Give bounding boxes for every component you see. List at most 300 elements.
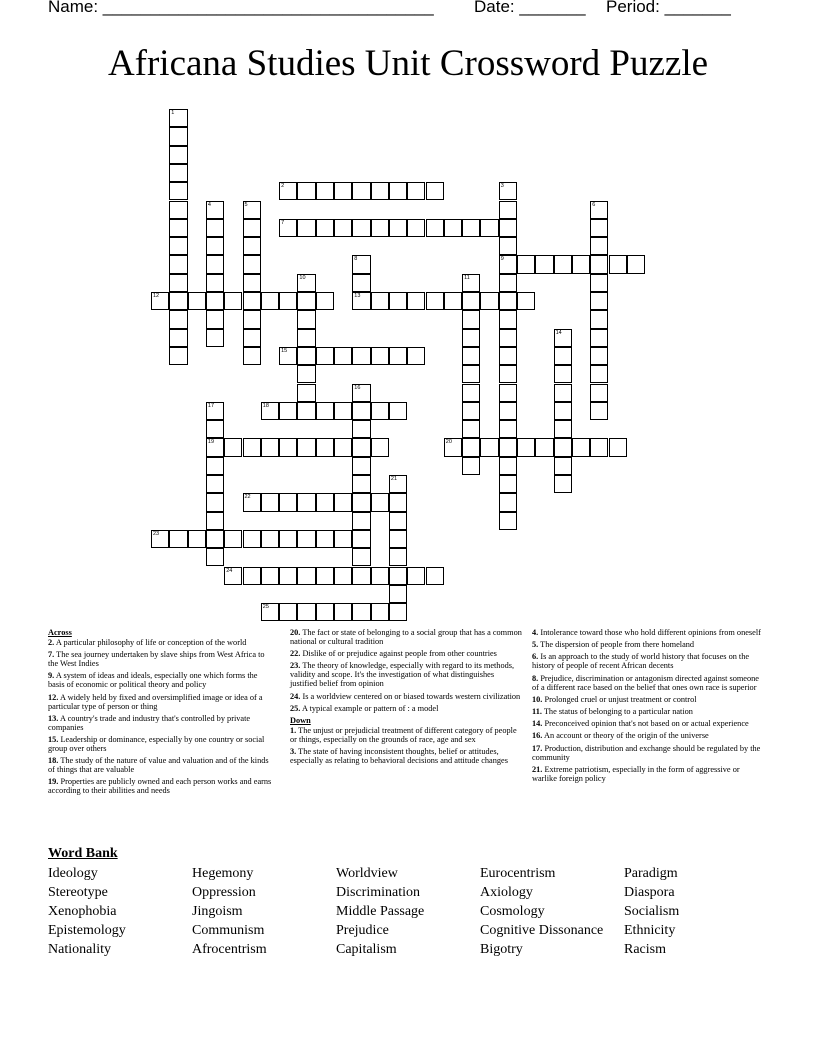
- crossword-cell[interactable]: [352, 182, 370, 200]
- crossword-cell[interactable]: [499, 512, 517, 530]
- crossword-cell[interactable]: [169, 292, 187, 310]
- crossword-cell[interactable]: [426, 567, 444, 585]
- crossword-cell[interactable]: [297, 274, 315, 292]
- crossword-cell[interactable]: [297, 365, 315, 383]
- crossword-cell[interactable]: [261, 292, 279, 310]
- clue-number: 16.: [532, 731, 543, 741]
- clue-text: The study of the nature of value and valuation and of the kinds of things that are valuable: [48, 756, 269, 775]
- crossword-cell[interactable]: [243, 219, 261, 237]
- crossword-cell[interactable]: [426, 182, 444, 200]
- crossword-cell[interactable]: [169, 201, 187, 219]
- crossword-cell[interactable]: [480, 292, 498, 310]
- crossword-cell[interactable]: [297, 347, 315, 365]
- crossword-cell[interactable]: [316, 603, 334, 621]
- crossword-cell[interactable]: [499, 493, 517, 511]
- crossword-cell[interactable]: [462, 292, 480, 310]
- crossword-cell[interactable]: [480, 219, 498, 237]
- across-clue: [48, 777, 276, 795]
- down-clue: [532, 652, 766, 670]
- across-clue: [290, 628, 522, 646]
- crossword-cell[interactable]: [371, 292, 389, 310]
- crossword-cell[interactable]: [352, 457, 370, 475]
- crossword-cell[interactable]: [352, 603, 370, 621]
- word-bank-word: Nationality: [48, 942, 111, 957]
- crossword-cell[interactable]: [224, 567, 242, 585]
- cell-number: 21: [390, 476, 398, 482]
- crossword-cell[interactable]: [389, 493, 407, 511]
- crossword-cell[interactable]: [279, 292, 297, 310]
- clue-number: 11.: [532, 706, 542, 716]
- crossword-cell[interactable]: [389, 402, 407, 420]
- crossword-cell[interactable]: [352, 548, 370, 566]
- crossword-cell[interactable]: [554, 329, 572, 347]
- crossword-cell[interactable]: [352, 402, 370, 420]
- crossword-cell[interactable]: [243, 310, 261, 328]
- crossword-cell[interactable]: [499, 457, 517, 475]
- word-bank-word: Ethnicity: [624, 923, 676, 938]
- crossword-cell[interactable]: [334, 182, 352, 200]
- crossword-cell[interactable]: [316, 292, 334, 310]
- crossword-cell[interactable]: [261, 567, 279, 585]
- crossword-cell[interactable]: [554, 438, 572, 456]
- crossword-cell[interactable]: [243, 329, 261, 347]
- word-bank-word: Middle Passage: [336, 904, 425, 919]
- crossword-cell[interactable]: [243, 201, 261, 219]
- cell-number: 18: [262, 402, 269, 409]
- crossword-cell[interactable]: [426, 219, 444, 237]
- crossword-cell[interactable]: [279, 438, 297, 456]
- crossword-cell[interactable]: [151, 292, 169, 310]
- down-clue: [532, 744, 766, 762]
- crossword-cell[interactable]: [371, 603, 389, 621]
- across-clue: [290, 692, 522, 701]
- crossword-cell[interactable]: [169, 310, 187, 328]
- clue-number: 5.: [532, 640, 539, 650]
- crossword-cell[interactable]: [316, 347, 334, 365]
- word-bank-word: Eurocentrism: [480, 866, 556, 881]
- crossword-cell[interactable]: [499, 475, 517, 493]
- crossword-cell[interactable]: [499, 219, 517, 237]
- crossword-cell[interactable]: [499, 420, 517, 438]
- crossword-cell[interactable]: [352, 512, 370, 530]
- crossword-cell[interactable]: [206, 548, 224, 566]
- crossword-cell[interactable]: [334, 219, 352, 237]
- crossword-cell[interactable]: [554, 365, 572, 383]
- crossword-cell[interactable]: [572, 255, 590, 273]
- crossword-cell[interactable]: [316, 438, 334, 456]
- crossword-cell[interactable]: [169, 274, 187, 292]
- clues-column-3: [532, 628, 766, 786]
- crossword-cell[interactable]: [499, 365, 517, 383]
- crossword-cell[interactable]: [188, 530, 206, 548]
- crossword-cell[interactable]: [206, 292, 224, 310]
- crossword-cell[interactable]: [554, 457, 572, 475]
- clue-number: 9.: [48, 671, 55, 681]
- crossword-cell[interactable]: [279, 347, 297, 365]
- clue-number: 22.: [290, 649, 301, 659]
- across-clue: [290, 649, 522, 658]
- cell-number: 13: [354, 293, 361, 299]
- crossword-cell[interactable]: [371, 402, 389, 420]
- cell-number: 12: [153, 293, 160, 299]
- crossword-cell[interactable]: [334, 402, 352, 420]
- word-bank-word: Paradigm: [624, 866, 678, 881]
- crossword-cell[interactable]: [462, 402, 480, 420]
- crossword-cell[interactable]: [590, 347, 608, 365]
- crossword-cell[interactable]: [389, 347, 407, 365]
- crossword-cell[interactable]: [243, 347, 261, 365]
- crossword-cell[interactable]: [590, 365, 608, 383]
- crossword-cell[interactable]: [590, 402, 608, 420]
- crossword-cell[interactable]: [499, 255, 517, 273]
- crossword-cell[interactable]: [224, 530, 242, 548]
- crossword-cell[interactable]: [316, 219, 334, 237]
- crossword-cell[interactable]: [243, 438, 261, 456]
- crossword-cell[interactable]: [535, 255, 553, 273]
- crossword-cell[interactable]: [279, 402, 297, 420]
- crossword-cell[interactable]: [352, 384, 370, 402]
- word-bank-word: Ideology: [48, 866, 98, 881]
- crossword-cell[interactable]: [261, 438, 279, 456]
- across-clue: [48, 756, 276, 774]
- cell-number: 3: [500, 183, 504, 190]
- crossword-cell[interactable]: [243, 274, 261, 292]
- crossword-cell[interactable]: [243, 530, 261, 548]
- crossword-cell[interactable]: [499, 384, 517, 402]
- crossword-cell[interactable]: [352, 530, 370, 548]
- clue-number: 2.: [48, 638, 55, 647]
- crossword-cell[interactable]: [352, 493, 370, 511]
- crossword-cell[interactable]: [206, 512, 224, 530]
- crossword-cell[interactable]: [609, 438, 627, 456]
- crossword-cell[interactable]: [499, 237, 517, 255]
- crossword-cell[interactable]: [554, 402, 572, 420]
- clue-number: 25.: [290, 703, 301, 713]
- crossword-cell[interactable]: [169, 219, 187, 237]
- crossword-cell[interactable]: [499, 347, 517, 365]
- crossword-cell[interactable]: [151, 530, 169, 548]
- crossword-cell[interactable]: [407, 292, 425, 310]
- clue-text: The theory of knowledge, especially with regard to its methods, validity and scope. It's the investigation of what distinguishes justified belief from opinion: [290, 661, 515, 689]
- crossword-cell[interactable]: [279, 493, 297, 511]
- crossword-cell[interactable]: [316, 530, 334, 548]
- page-title: Africana Studies Unit Crossword Puzzle: [107, 43, 709, 84]
- crossword-cell[interactable]: [169, 329, 187, 347]
- crossword-cell[interactable]: [206, 237, 224, 255]
- crossword-cell[interactable]: [462, 365, 480, 383]
- crossword-cell[interactable]: [462, 347, 480, 365]
- crossword-cell[interactable]: [627, 255, 645, 273]
- crossword-cell[interactable]: [169, 109, 187, 127]
- crossword-cell[interactable]: [499, 402, 517, 420]
- down-clue: [290, 747, 522, 765]
- cell-number: 5: [244, 201, 248, 208]
- crossword-cell[interactable]: [261, 603, 279, 621]
- crossword-cell[interactable]: [224, 438, 242, 456]
- crossword-cell[interactable]: [243, 237, 261, 255]
- crossword-cell[interactable]: [297, 402, 315, 420]
- crossword-cell[interactable]: [316, 567, 334, 585]
- crossword-cell[interactable]: [499, 274, 517, 292]
- word-bank-word: Epistemology: [48, 923, 126, 938]
- crossword-cell[interactable]: [261, 493, 279, 511]
- crossword-cell[interactable]: [462, 420, 480, 438]
- crossword-cell[interactable]: [444, 438, 462, 456]
- crossword-cell[interactable]: [206, 438, 224, 456]
- crossword-cell[interactable]: [261, 402, 279, 420]
- crossword-cell[interactable]: [480, 438, 498, 456]
- crossword-cell[interactable]: [334, 603, 352, 621]
- crossword-cell[interactable]: [206, 255, 224, 273]
- crossword-cell[interactable]: [352, 255, 370, 273]
- across-clue: [48, 693, 276, 711]
- crossword-cell[interactable]: [297, 530, 315, 548]
- crossword-cell[interactable]: [334, 347, 352, 365]
- crossword-cell[interactable]: [554, 255, 572, 273]
- word-bank-title: Word Bank: [48, 846, 118, 861]
- crossword-cell[interactable]: [590, 219, 608, 237]
- crossword-cell[interactable]: [352, 292, 370, 310]
- clue-text: Prolonged cruel or unjust treatment or control: [544, 694, 697, 704]
- crossword-cell[interactable]: [206, 310, 224, 328]
- crossword-cell[interactable]: [590, 310, 608, 328]
- crossword-cell[interactable]: [572, 438, 590, 456]
- crossword-cell[interactable]: [316, 402, 334, 420]
- crossword-cell[interactable]: [297, 292, 315, 310]
- clues-column-2: [290, 628, 522, 768]
- across-clue: [290, 661, 522, 688]
- crossword-cell[interactable]: [426, 292, 444, 310]
- crossword-cell[interactable]: [590, 255, 608, 273]
- crossword-cell[interactable]: [243, 493, 261, 511]
- crossword-cell[interactable]: [188, 292, 206, 310]
- crossword-cell[interactable]: [224, 292, 242, 310]
- crossword-cell[interactable]: [334, 567, 352, 585]
- crossword-cell[interactable]: [590, 438, 608, 456]
- word-bank-word: Oppression: [192, 885, 256, 900]
- crossword-cell[interactable]: [243, 292, 261, 310]
- crossword-cell[interactable]: [389, 292, 407, 310]
- clue-text: A typical example or pattern of : a model: [302, 703, 439, 713]
- crossword-cell[interactable]: [169, 530, 187, 548]
- crossword-cell[interactable]: [206, 493, 224, 511]
- cell-number: 20: [445, 439, 452, 446]
- cell-number: 9: [500, 256, 504, 263]
- crossword-cell[interactable]: [371, 567, 389, 585]
- crossword-cell[interactable]: [389, 585, 407, 603]
- crossword-cell[interactable]: [334, 438, 352, 456]
- cell-number: 4: [207, 201, 211, 208]
- word-bank-word: Axiology: [480, 885, 533, 900]
- word-bank-word: Cognitive Dissonance: [480, 923, 604, 938]
- crossword-cell[interactable]: [389, 182, 407, 200]
- crossword-cell[interactable]: [535, 438, 553, 456]
- crossword-cell[interactable]: [169, 146, 187, 164]
- crossword-cell[interactable]: [352, 219, 370, 237]
- crossword-cell[interactable]: [462, 219, 480, 237]
- crossword-cell[interactable]: [206, 457, 224, 475]
- crossword-cell[interactable]: [297, 493, 315, 511]
- clue-number: 6.: [532, 652, 539, 662]
- crossword-cell[interactable]: [279, 219, 297, 237]
- crossword-cell[interactable]: [499, 182, 517, 200]
- crossword-cell[interactable]: [243, 255, 261, 273]
- cell-number: 11: [464, 274, 470, 281]
- crossword-cell[interactable]: [297, 329, 315, 347]
- crossword-cell[interactable]: [206, 475, 224, 493]
- crossword-cell[interactable]: [206, 219, 224, 237]
- word-bank-column: [480, 864, 603, 959]
- crossword-cell[interactable]: [407, 219, 425, 237]
- crossword-cell[interactable]: [590, 201, 608, 219]
- crossword-cell[interactable]: [279, 182, 297, 200]
- crossword-cell[interactable]: [297, 567, 315, 585]
- crossword-cell[interactable]: [352, 420, 370, 438]
- crossword-cell[interactable]: [297, 182, 315, 200]
- crossword-cell[interactable]: [206, 329, 224, 347]
- crossword-cell[interactable]: [371, 438, 389, 456]
- word-bank-word: Afrocentrism: [192, 942, 267, 957]
- crossword-cell[interactable]: [206, 274, 224, 292]
- crossword-cell[interactable]: [316, 493, 334, 511]
- crossword-cell[interactable]: [297, 603, 315, 621]
- clue-text: The dispersion of people from there homeland: [540, 640, 695, 650]
- crossword-cell[interactable]: [389, 603, 407, 621]
- crossword-cell[interactable]: [590, 292, 608, 310]
- crossword-cell[interactable]: [462, 384, 480, 402]
- crossword-cell[interactable]: [334, 493, 352, 511]
- cell-number: 10: [299, 274, 306, 281]
- crossword-cell[interactable]: [371, 219, 389, 237]
- clue-number: 7.: [48, 650, 55, 660]
- crossword-cell[interactable]: [499, 438, 517, 456]
- crossword-cell[interactable]: [279, 567, 297, 585]
- crossword-cell[interactable]: [206, 201, 224, 219]
- crossword-cell[interactable]: [279, 603, 297, 621]
- crossword-cell[interactable]: [371, 347, 389, 365]
- crossword-cell[interactable]: [334, 530, 352, 548]
- word-bank-word: Diaspora: [624, 885, 675, 900]
- crossword-cell[interactable]: [590, 329, 608, 347]
- crossword-cell[interactable]: [206, 402, 224, 420]
- crossword-cell[interactable]: [389, 548, 407, 566]
- clue-text: The state of having inconsistent thoughts, belief or attitudes, especially as relating to behavioral decisions and attitude changes: [290, 747, 508, 766]
- crossword-cell[interactable]: [407, 182, 425, 200]
- word-bank-word: Socialism: [624, 904, 680, 919]
- crossword-cell[interactable]: [352, 567, 370, 585]
- crossword-cell[interactable]: [169, 255, 187, 273]
- crossword-cell[interactable]: [444, 219, 462, 237]
- crossword-cell[interactable]: [169, 127, 187, 145]
- crossword-cell[interactable]: [389, 567, 407, 585]
- crossword-cell[interactable]: [297, 438, 315, 456]
- crossword-cell[interactable]: [352, 274, 370, 292]
- word-bank-word: Bigotry: [480, 942, 523, 957]
- crossword-cell[interactable]: [499, 329, 517, 347]
- clue-text: Extreme patriotism, especially in the form of aggressive or warlike foreign policy: [532, 764, 740, 783]
- down-clue: [532, 640, 766, 649]
- crossword-cell[interactable]: [590, 237, 608, 255]
- crossword-cell[interactable]: [279, 530, 297, 548]
- crossword-cell[interactable]: [407, 347, 425, 365]
- crossword-cell[interactable]: [590, 384, 608, 402]
- crossword-cell[interactable]: [554, 475, 572, 493]
- crossword-cell[interactable]: [444, 292, 462, 310]
- crossword-cell[interactable]: [554, 384, 572, 402]
- crossword-cell[interactable]: [297, 219, 315, 237]
- crossword-cell[interactable]: [462, 329, 480, 347]
- crossword-cell[interactable]: [462, 438, 480, 456]
- word-bank-word: Communism: [192, 923, 265, 938]
- crossword-cell[interactable]: [169, 347, 187, 365]
- cell-number: 15: [281, 347, 288, 354]
- crossword-cell[interactable]: [243, 567, 261, 585]
- crossword-cell[interactable]: [517, 292, 535, 310]
- clue-text: Leadership or dominance, especially by one country or social group over others: [48, 734, 265, 753]
- crossword-cell[interactable]: [407, 567, 425, 585]
- across-clue: [48, 638, 276, 647]
- crossword-cell[interactable]: [297, 384, 315, 402]
- crossword-cell[interactable]: [389, 219, 407, 237]
- crossword-cell[interactable]: [352, 475, 370, 493]
- clue-number: 20.: [290, 628, 301, 637]
- crossword-cell[interactable]: [169, 164, 187, 182]
- crossword-cell[interactable]: [261, 530, 279, 548]
- crossword-cell[interactable]: [554, 347, 572, 365]
- word-bank-word: Prejudice: [336, 923, 389, 938]
- crossword-cell[interactable]: [499, 310, 517, 328]
- crossword-cell[interactable]: [517, 255, 535, 273]
- crossword-cell[interactable]: [590, 274, 608, 292]
- crossword-cell[interactable]: [462, 310, 480, 328]
- clue-number: 17.: [532, 743, 543, 753]
- crossword-cell[interactable]: [371, 493, 389, 511]
- crossword-cell[interactable]: [206, 530, 224, 548]
- crossword-cell[interactable]: [297, 310, 315, 328]
- crossword-cell[interactable]: [206, 420, 224, 438]
- word-bank-column: [336, 864, 424, 959]
- crossword-cell[interactable]: [517, 438, 535, 456]
- crossword-cell[interactable]: [316, 182, 334, 200]
- clue-number: 14.: [532, 719, 543, 729]
- down-clue: [532, 707, 766, 716]
- crossword-cell[interactable]: [352, 438, 370, 456]
- clue-text: Intolerance toward those who hold different opinions from oneself: [540, 628, 761, 637]
- down-clue: [532, 765, 766, 783]
- crossword-cell[interactable]: [554, 420, 572, 438]
- clue-text: Prejudice, discrimination or antagonism directed against someone of a different race based on the belief that ones own race is superior: [532, 673, 759, 692]
- crossword-cell[interactable]: [499, 201, 517, 219]
- crossword-cell[interactable]: [169, 237, 187, 255]
- crossword-cell[interactable]: [371, 182, 389, 200]
- cell-number: 7: [281, 219, 285, 226]
- crossword-cell[interactable]: [169, 182, 187, 200]
- clue-number: 12.: [48, 692, 59, 702]
- crossword-cell[interactable]: [352, 347, 370, 365]
- crossword-cell[interactable]: [389, 530, 407, 548]
- cell-number: 17: [207, 402, 215, 409]
- clue-text: A system of ideas and ideals, especially one which forms the basis of economic or political theory and policy: [48, 671, 258, 690]
- crossword-cell[interactable]: [609, 255, 627, 273]
- crossword-cell[interactable]: [462, 457, 480, 475]
- cell-number: 23: [153, 530, 160, 537]
- crossword-cell[interactable]: [499, 292, 517, 310]
- word-bank-column: [192, 864, 267, 959]
- clue-text: A particular philosophy of life or conception of the world: [55, 638, 247, 647]
- crossword-cell[interactable]: [389, 475, 407, 493]
- crossword-cell[interactable]: [389, 512, 407, 530]
- crossword-cell[interactable]: [462, 274, 480, 292]
